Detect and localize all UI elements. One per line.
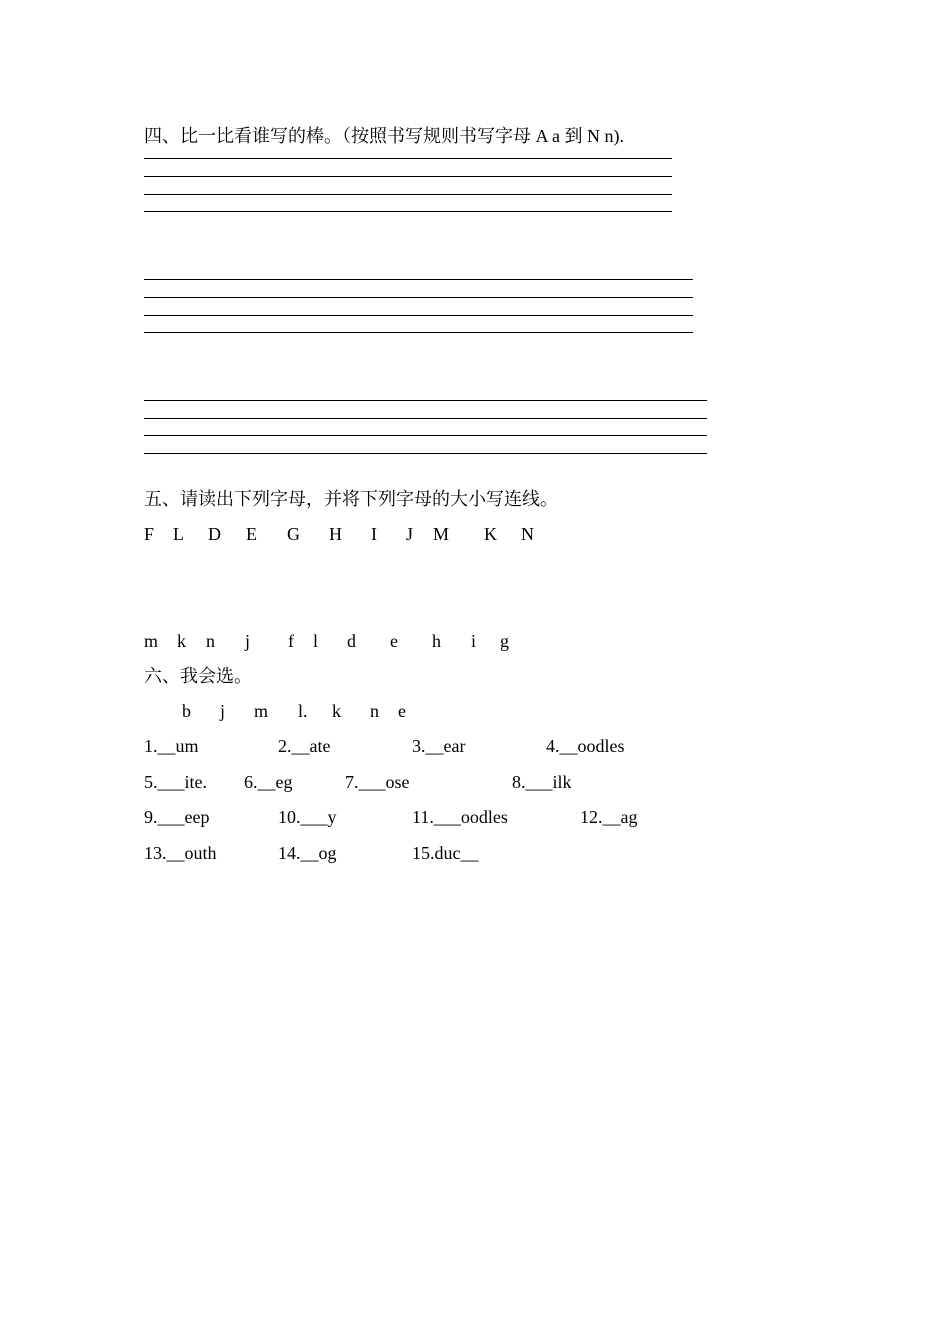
lowercase-letter: n [206,631,215,651]
fill-in-item: 13.__outh [144,843,217,863]
uppercase-letter: F [144,524,155,544]
uppercase-letter: L [173,524,184,544]
option-letter: l. [298,701,308,721]
writing-line [144,211,672,212]
writing-line [144,297,693,298]
section4-heading: 四、比一比看谁写的棒。（按照书写规则书写字母 A a 到 N n). [144,126,624,146]
option-letter: b [182,701,191,721]
uppercase-letter: K [484,524,497,544]
fill-in-item: 15.duc__ [412,843,479,863]
fill-in-item: 6.__eg [244,772,293,792]
fill-in-item: 9.___eep [144,807,210,827]
fill-in-item: 4.__oodles [546,736,625,756]
option-letter: e [398,701,406,721]
uppercase-letter: D [208,524,221,544]
lowercase-letter: g [500,631,509,651]
fill-in-item: 1.__um [144,736,199,756]
fill-in-item: 5.___ite. [144,772,207,792]
fill-in-item: 8.___ilk [512,772,572,792]
lowercase-letter: j [245,631,251,651]
lowercase-letter: e [390,631,398,651]
lowercase-letter: h [432,631,441,651]
writing-line [144,418,707,419]
writing-line [144,158,672,159]
writing-line [144,332,693,333]
lowercase-letter: f [288,631,294,651]
uppercase-letter: H [329,524,342,544]
fill-in-item: 14.__og [278,843,337,863]
section5-heading: 五、请读出下列字母，并将下列字母的大小写连线。 [144,489,558,509]
fill-in-item: 7.___ose [345,772,410,792]
fill-in-item: 12.__ag [580,807,638,827]
uppercase-letter: M [433,524,450,544]
fill-in-item: 11.___oodles [412,807,508,827]
uppercase-letter: I [371,524,377,544]
lowercase-letter: l [313,631,319,651]
option-letter: k [332,701,341,721]
writing-line [144,453,707,454]
writing-line [144,176,672,177]
option-letter: m [254,701,269,721]
writing-line [144,279,693,280]
option-letter: n [370,701,379,721]
lowercase-letter: d [347,631,356,651]
uppercase-letter: G [287,524,300,544]
uppercase-letter: J [406,524,414,544]
lowercase-letter: m [144,631,159,651]
lowercase-letter: i [471,631,477,651]
section6-heading: 六、我会选。 [144,666,252,686]
option-letter: j [220,701,226,721]
fill-in-item: 10.___y [278,807,337,827]
writing-line [144,400,707,401]
writing-line [144,315,693,316]
uppercase-letter: E [246,524,257,544]
writing-line [144,194,672,195]
fill-in-item: 3.__ear [412,736,466,756]
uppercase-letter: N [521,524,534,544]
writing-line [144,435,707,436]
lowercase-letter: k [177,631,186,651]
fill-in-item: 2.__ate [278,736,331,756]
